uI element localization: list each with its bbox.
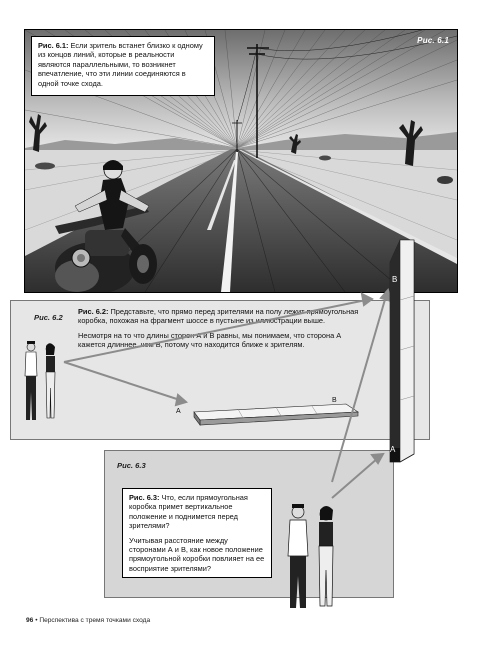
caption-text: Учитывая расстояние между сторонами А и В, как новое положение прямоугольной коробки повлияет на ее восприятие зрителями? [129, 535, 265, 573]
page-number: 96 [26, 617, 34, 624]
tower-label-a: A [390, 445, 396, 454]
page-footer [26, 617, 150, 624]
caption-label: Рис. 6.3: [129, 493, 160, 502]
label-a: A [176, 408, 181, 415]
viewers-fig-6-2 [25, 341, 55, 420]
caption-text: Если зритель встанет близко к одному из концов линий, которые в реальности являются параллельными, то возникнет впечатление, что эти линии соединяются в одной точке схода. [38, 41, 203, 88]
sightline-arrows [64, 290, 391, 498]
flat-rectangular-box [194, 404, 358, 425]
vertical-rectangular-box [390, 240, 414, 462]
tower-label-b: B [392, 275, 398, 284]
caption-text: Несмотря на то что длины сторон А и В равны, мы понимаем, что сторона А кажется длиннее, чем В, потому что находится ближе к зрителям. [78, 330, 342, 350]
caption-label: Рис. 6.2: [78, 307, 109, 316]
viewers-fig-6-3 [288, 504, 333, 608]
caption-label: Рис. 6.1: [38, 41, 69, 50]
figure-6-2-tag: Рис. 6.2 [34, 313, 63, 322]
figure-tag: Рис. 6.1 [417, 36, 449, 45]
caption-text: Представьте, что прямо перед зрителями на полу лежит прямоугольная коробка, похожая на фрагмент шоссе в пустыне из иллюстрации выше. [78, 307, 359, 326]
label-b: B [332, 397, 337, 404]
figure-6-3-tag: Рис. 6.3 [117, 461, 146, 470]
book-section-title: Перспектива с тремя точками схода [39, 617, 151, 624]
footer-separator: • [35, 617, 38, 624]
caption-text: Что, если прямоугольная коробка примет вертикальное положение и поднимется перед зрителями? [129, 493, 248, 531]
